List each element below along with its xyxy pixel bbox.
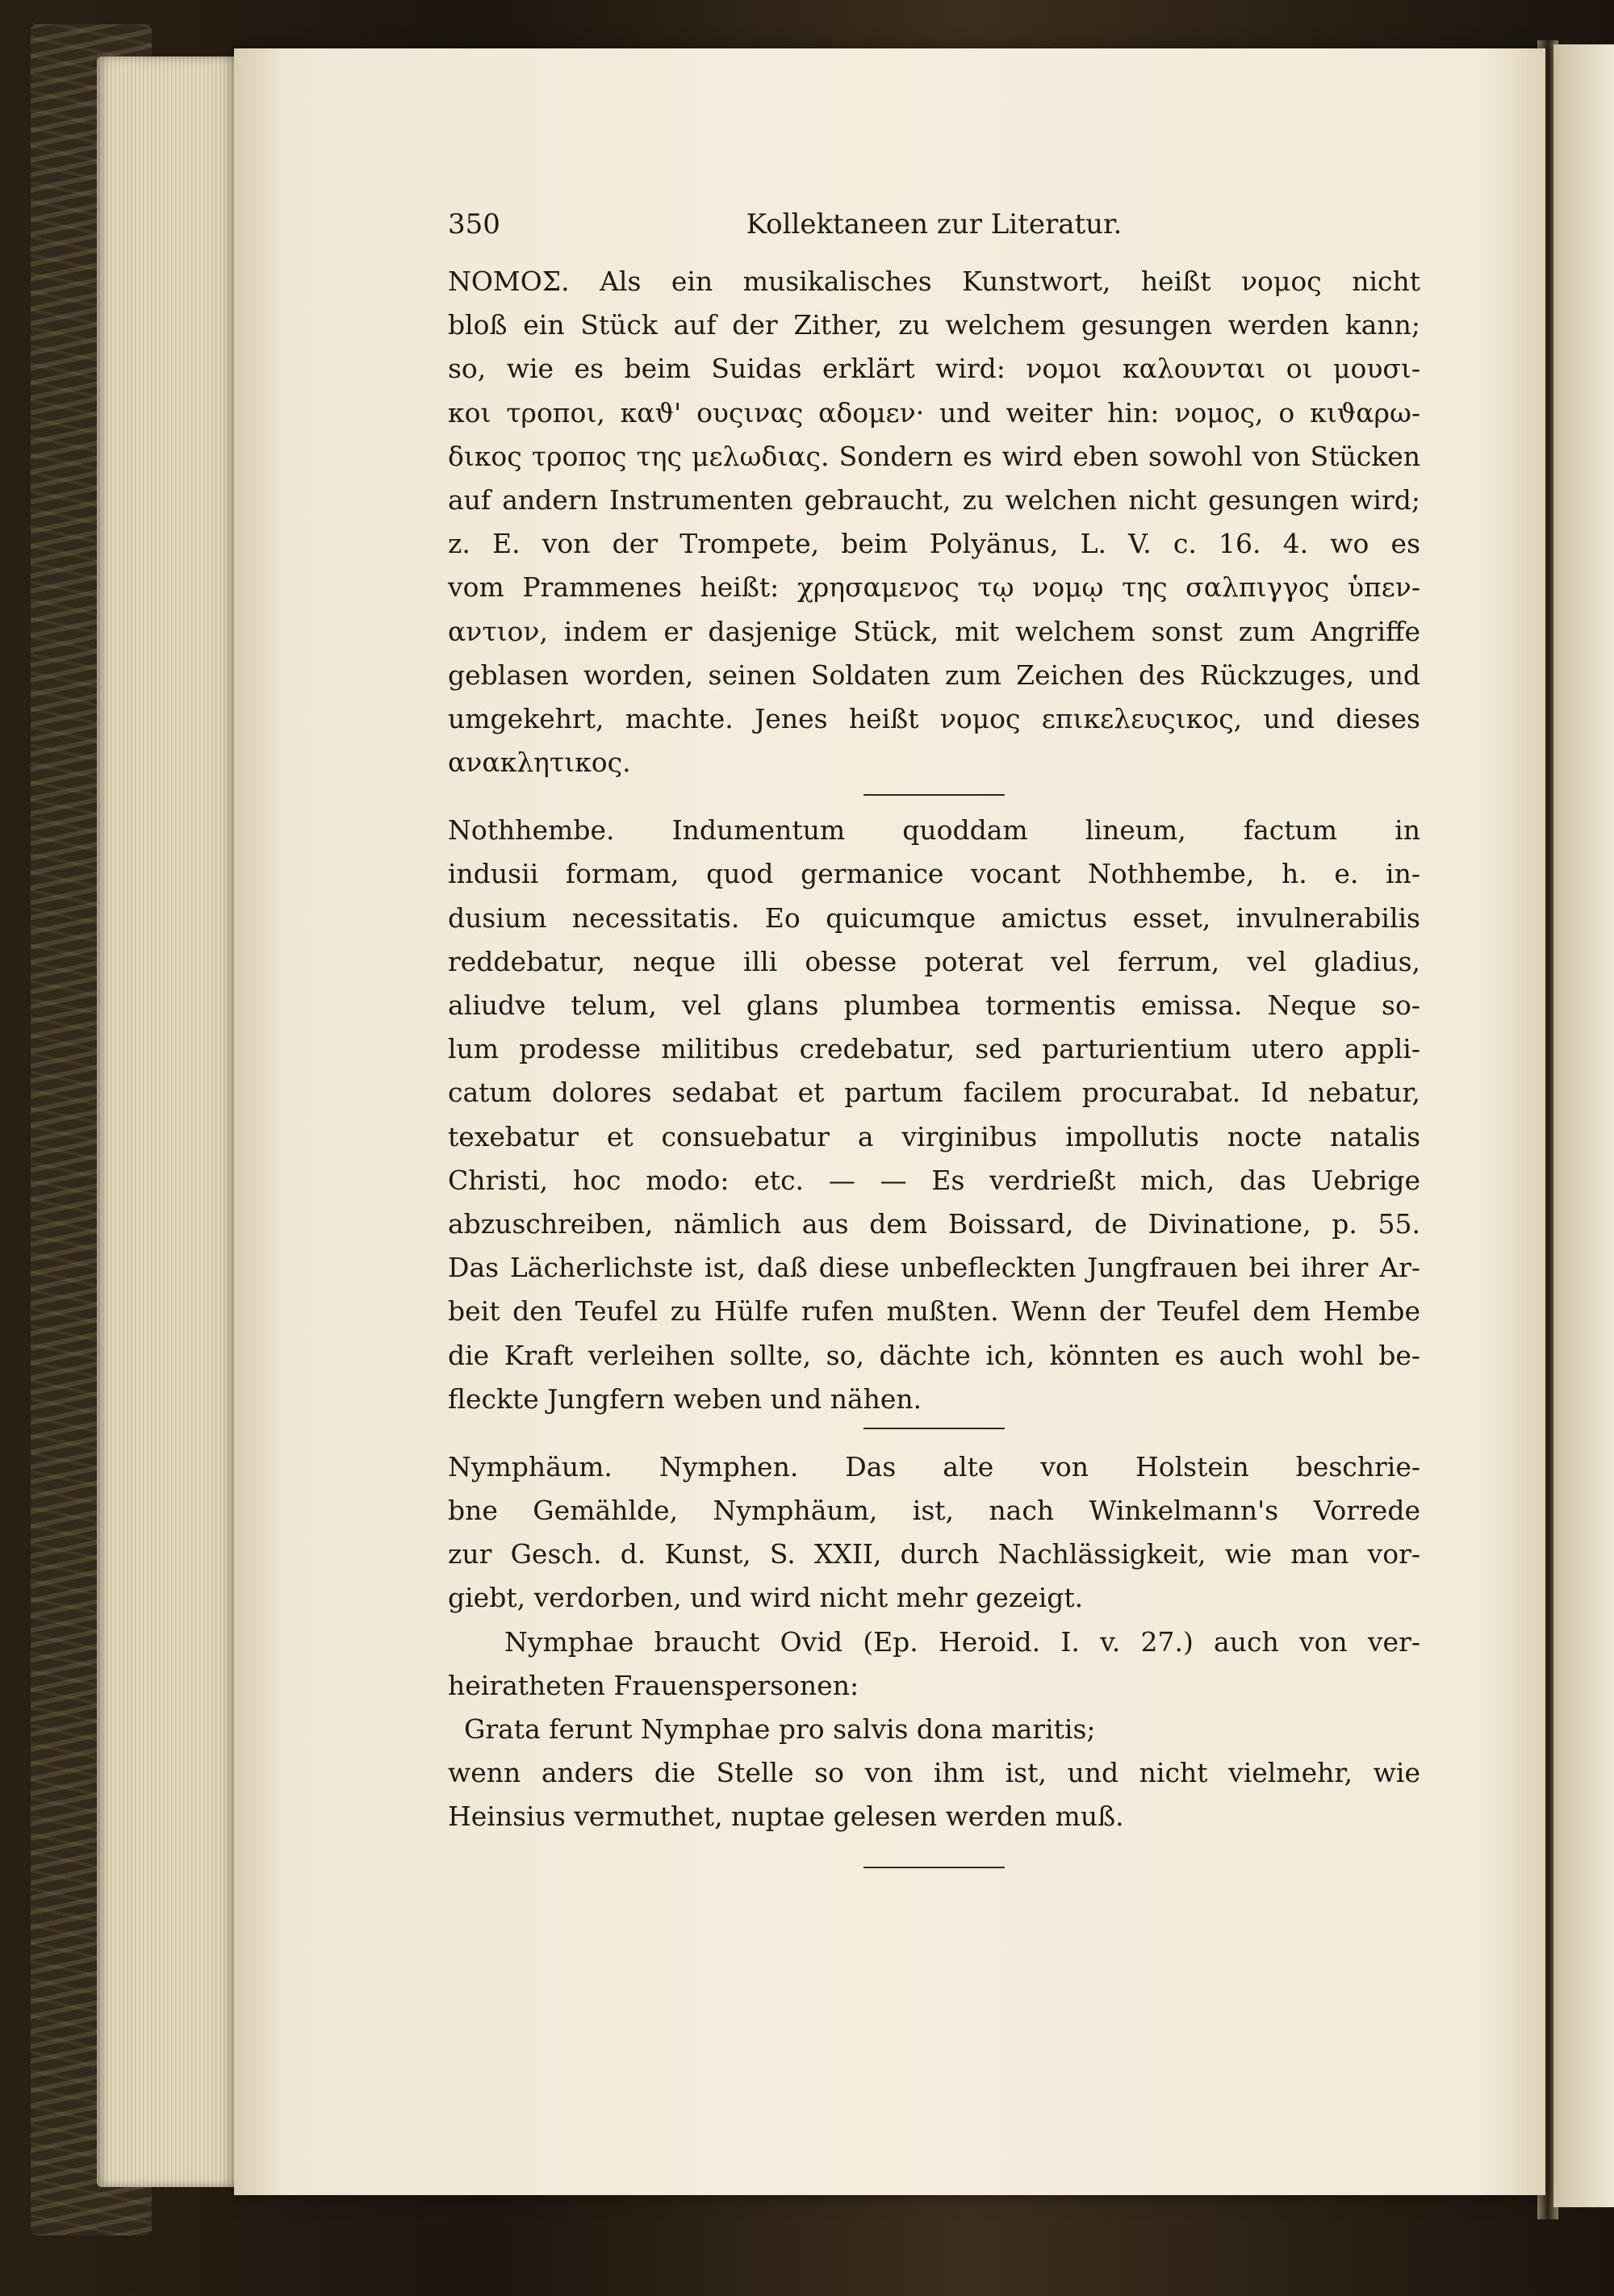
text-line: texebatur et consuebatur a virginibus impollutis nocte natalis: [448, 1120, 1420, 1152]
text-line: κοι τροποι, καϑ' ουςινας αδομεν· und weiter hin: νομος, ο κιϑαρω-: [448, 396, 1420, 429]
text-line: abzuschreiben, nämlich aus dem Boissard, de Divinatione, p. 55.: [448, 1207, 1420, 1240]
text-line: zur Gesch. d. Kunst, S. XXII, durch Nachlässigkeit, wie man vor-: [448, 1538, 1420, 1570]
text-line: giebt, verdorben, und wird nicht mehr gezeigt.: [448, 1582, 1084, 1614]
entry-nothhembe: [448, 809, 1420, 1421]
facing-page-edge: [1553, 44, 1614, 2207]
text-line: Christi, hoc modo: etc. — — Es verdrießt mich, das Uebrige: [448, 1164, 1420, 1196]
text-line: geblasen worden, seinen Soldaten zum Zeichen des Rückzuges, und: [448, 659, 1420, 691]
verse-line: Grata ferunt Nymphae pro salvis dona maritis;: [464, 1713, 1096, 1745]
text-line: Das Lächerlichste ist, daß diese unbefleckten Jungfrauen bei ihrer Ar-: [448, 1252, 1420, 1284]
text-line: aliudve telum, vel glans plumbea tormentis emissa. Neque so-: [448, 989, 1420, 1021]
text-line: auf andern Instrumenten gebraucht, zu welchen nicht gesungen wird;: [448, 483, 1420, 516]
text-line: NOMOΣ. Als ein musikalisches Kunstwort, heißt νομος nicht: [448, 266, 1420, 297]
section-divider: [448, 1421, 1420, 1445]
text-line: Heinsius vermuthet, nuptae gelesen werden muß.: [448, 1800, 1124, 1833]
text-line: reddebatur, neque illi obesse poterat vel ferrum, vel gladius,: [448, 945, 1420, 977]
text-line: so, wie es beim Suidas erklärt wird: νομοι καλουνται οι μουσι-: [448, 353, 1420, 385]
running-title: Kollektaneen zur Literatur.: [746, 208, 1123, 240]
text-line: indusii formam, quod germanice vocant Nothhembe, h. e. in-: [448, 858, 1420, 890]
section-divider: [448, 1839, 1420, 1863]
text-line: Nymphäum. Nymphen. Das alte von Holstein beschrie-: [448, 1450, 1420, 1483]
page-number: 350: [448, 208, 500, 240]
text-line: beit den Teufel zu Hülfe rufen mußten. Wenn der Teufel dem Hembe: [448, 1295, 1420, 1328]
text-line: Nothhembe. Indumentum quoddam lineum, factum in: [448, 814, 1420, 847]
text-line: bloß ein Stück auf der Zither, zu welchem gesungen werden kann;: [448, 309, 1420, 341]
text-line: umgekehrt, machte. Jenes heißt νομος επικελευςικος, und dieses: [448, 702, 1420, 734]
entry-nomos: [448, 260, 1420, 784]
text-line: ανακλητικος.: [448, 747, 631, 779]
text-line: heiratheten Frauenspersonen:: [448, 1669, 859, 1701]
text-line: wenn anders die Stelle so von ihm ist, und nicht vielmehr, wie: [448, 1757, 1420, 1789]
text-line: catum dolores sedabat et partum facilem procurabat. Id nebatur,: [448, 1077, 1420, 1109]
text-line: die Kraft verleihen sollte, so, dächte ich, könnten es auch wohl be-: [448, 1339, 1420, 1371]
text-line: dusium necessitatis. Eo quicumque amictus esset, invulnerabilis: [448, 901, 1420, 934]
page-edges: [97, 56, 238, 2187]
section-divider: [448, 784, 1420, 809]
text-line: fleckte Jungfern weben und nähen.: [448, 1382, 922, 1415]
entry-nymphaeum: [448, 1445, 1420, 1839]
text-line: Nymphae braucht Ovid (Ep. Heroid. I. v. 27.) auch von ver-: [504, 1625, 1420, 1658]
text-line: z. E. von der Trompete, beim Polyänus, L. V. c. 16. 4. wo es: [448, 528, 1420, 560]
text-line: lum prodesse militibus credebatur, sed parturientium utero appli-: [448, 1033, 1420, 1065]
running-header: [448, 208, 1420, 249]
text-line: αντιον, indem er dasjenige Stück, mit welchem sonst zum Angriffe: [448, 615, 1420, 647]
text-line: δικος τροπος της μελωδιας. Sondern es wird eben sowohl von Stücken: [448, 440, 1420, 472]
page-text: [448, 260, 1420, 1863]
text-line: bne Gemählde, Nymphäum, ist, nach Winkelmann's Vorrede: [448, 1495, 1420, 1527]
text-line: vom Prammenes heißt: χρησαμενος τῳ νομῳ της σαλπιγγος ὑπεν-: [448, 571, 1420, 604]
